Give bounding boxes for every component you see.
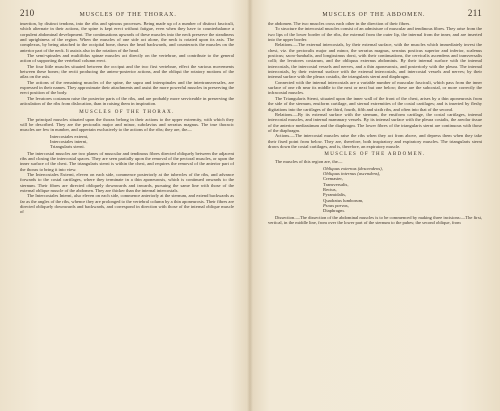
left-page-header	[20, 8, 234, 18]
left-paragraph: The Intercostales Interni, also eleven on each side, commence anteriorly at the sternum, and extend backwards as far as the angles of the ribs, whence they are prolonged to the vertebral column by a thin aponeurosis. Their fibres are directed obliquely downwards and backwards, and correspond in direction with those of the internal oblique muscle of	[20, 193, 234, 215]
right-page-header	[268, 8, 482, 18]
right-page-body	[268, 21, 482, 225]
left-running-title: MUSCLES OF THE THORAX.	[79, 12, 177, 18]
book-gutter	[247, 0, 253, 411]
left-page-body	[20, 21, 234, 215]
left-paragraph: The four little muscles situated between the occiput and the two first vertebrae, effect the various movements between these bones; the rectii producing the antero-posterior actions, and the obliqui the rotatory motions of the atlas on the axis.	[20, 63, 234, 80]
list-item: Obliquus externus (descendens),	[323, 165, 383, 171]
left-paragraph: The levatores costarum raise the posterior parts of the ribs, and are probably more serviceable in preserving the articulation of the ribs from dislocation, than in raising them in inspiration.	[20, 95, 234, 107]
left-muscle-list	[20, 134, 234, 150]
right-section-heading: MUSCLES OF THE ABDOMEN.	[324, 152, 426, 158]
right-paragraph: Actions.—The intercostal muscles raise the ribs when they act from above, and depress them when they take their fixed point from below. They are, therefore, both inspiratory and expiratory muscles. The triangularis sterni draws down the costal cartilages, and is, therefore, an expiratory muscle.	[268, 133, 482, 149]
left-paragraph: The intercostal muscles are two planes of muscular and tendinous fibres directed obliquely between the adjacent ribs and closing the intercostal spaces. They are seen partially upon the removal of the pectoral muscles, or upon the inner surface of the chest. The triangularis sterni is within the chest, and requires the removal of the anterior part of the thorax to bring it into view.	[20, 150, 234, 172]
right-page-number: 211	[467, 8, 482, 18]
list-item: Diaphragm.	[323, 208, 345, 214]
right-running-title: MUSCLES OF THE ABDOMEN.	[322, 12, 426, 18]
left-paragraph: insertion, by distinct tendons, into the ribs and spinous processes. Being made up of a number of distinct fasciculi, which alternate in their actions, the spine is kept erect without fatigue, even when they have to counterbalance a corpulent abdominal development. The continuations upwards of these muscles into the neck preserve the steadiness and uprightness of the region. When the muscles of one side act alone, the neck is rotated upon its axis. The complexus, by being attached to the occipital bone, draws the head backwards, and counteracts the muscles on the anterior part of the neck. It assists also in the rotation of the head.	[20, 21, 234, 53]
right-paragraph: Relations.—By its external surface with the sternum, the ensiform cartilage, the costal cartilages, internal intercostal muscles, and internal mammary vessels. By its internal surface with the pleura costalis, the areolar tissue of the anterior mediastinum and the diaphragm. The lower fibres of the triangularis sterni are continuous with those of the diaphragm.	[268, 111, 482, 133]
right-paragraph: the abdomen. The two muscles cross each other in the direction of their fibres.	[268, 21, 411, 26]
list-item: Pyramidalis,	[323, 192, 347, 198]
left-paragraph: The actions of the remaining muscles of the spine, the supra and interspinales and the intertransversales, are expressed in their names. They approximate their attachments and assist the more powerful muscles in preserving the erect position of the body.	[20, 79, 234, 96]
right-paragraph: Connected with the internal intercostals are a variable number of muscular fasciculi, which pass from the inner surface of one rib near its middle to the next or next but one below; these are the subcostal, or more correctly the infracostal muscles.	[268, 79, 482, 96]
left-paragraph: The Intercostales Externi, eleven on each side, commence posteriorly at the tubercles of the ribs, and advance forwards to the costal cartilages, where they terminate in a thin aponeurosis, which is continued onwards to the sternum. Their fibres are directed obliquely downwards and inwards, pursuing the same line with those of the external oblique muscle of the abdomen. They are thicker than the internal intercostals.	[20, 171, 234, 193]
left-paragraph: The semi-spinales and multifidus spinae muscles act directly on the vertebrae, and contribute to the general action of supporting the vertebral column erect.	[20, 53, 234, 64]
left-paragraph: The principal muscles situated upon the thorax belong in their actions to the upper extremity, with which they will be described. They are the pectoralis major and minor, subclavius and serratus magnus. The true thoracic muscles are few in number, and appertain exclusively to the actions of the ribs; they are, the—	[20, 116, 234, 133]
right-paragraph: The Triangularis Sterni, situated upon the inner wall of the front of the chest, arises by a thin aponeurosis from the side of the sternum, ensiform cartilage, and sternal extremities of the costal cartilages; and is inserted by fleshy digitations into the cartilages of the third, fourth, fifth and sixth ribs, and often into that of the second.	[268, 95, 482, 112]
right-muscle-list	[268, 166, 482, 214]
right-paragraph: Relations.—The external intercostals, by their external surface, with the muscles which immediately invest the chest, viz. the pectoralis major and minor, the serratus magnus, serratus posticus superior and inferior, scalenus posticus; sacro-lumbalis, and longissimus dorsi, with their continuations, the cervicalis ascendens and transversalis colli; the levatores costarum, and the obliquus externus abdominis. By their internal surface with the internal intercostals, the intercostal vessels and nerves, and a thin aponeurosis, and posteriorly with the pleura. The internal intercostals, by their external surface with the external intercostals, and intercostal vessels and nerves; by their internal surface with the pleura costalis, the triangularis sterni and diaphragm.	[268, 42, 482, 80]
list-item: Rectus,	[323, 186, 337, 192]
list-item: Triangularis sterni.	[50, 144, 85, 150]
right-paragraph: Dissection.—The dissection of the abdominal muscles is to be commenced by making three incisions:—The first, vertical, in the middle line, from over the lower part of the sternum to the pubes; the second oblique, from	[268, 214, 482, 226]
right-paragraph: To structure the intercostal muscles consist of an admixture of muscular and tendinous fibres. They arise from the two lips of the lower border of the ribs, the external from the outer lip, the internal from the inner, and are inserted into the upper border.	[268, 26, 482, 43]
list-item: Cremaster,	[323, 176, 343, 182]
left-section-heading: MUSCLES OF THE THORAX.	[79, 109, 175, 115]
left-page-number: 210	[20, 8, 35, 18]
list-item: Intercostales interni,	[50, 138, 88, 144]
right-paragraph: The muscles of this region are, the—	[275, 159, 343, 165]
list-item: Psoas parvus,	[323, 203, 349, 208]
list-item: Quadratus lumborum,	[323, 197, 364, 203]
list-item: Intercostales externi,	[50, 133, 89, 139]
list-item: Obliquus internus (ascendens),	[323, 170, 381, 176]
left-page	[20, 8, 234, 404]
right-page	[268, 8, 482, 404]
list-item: Transversalis,	[323, 181, 349, 187]
